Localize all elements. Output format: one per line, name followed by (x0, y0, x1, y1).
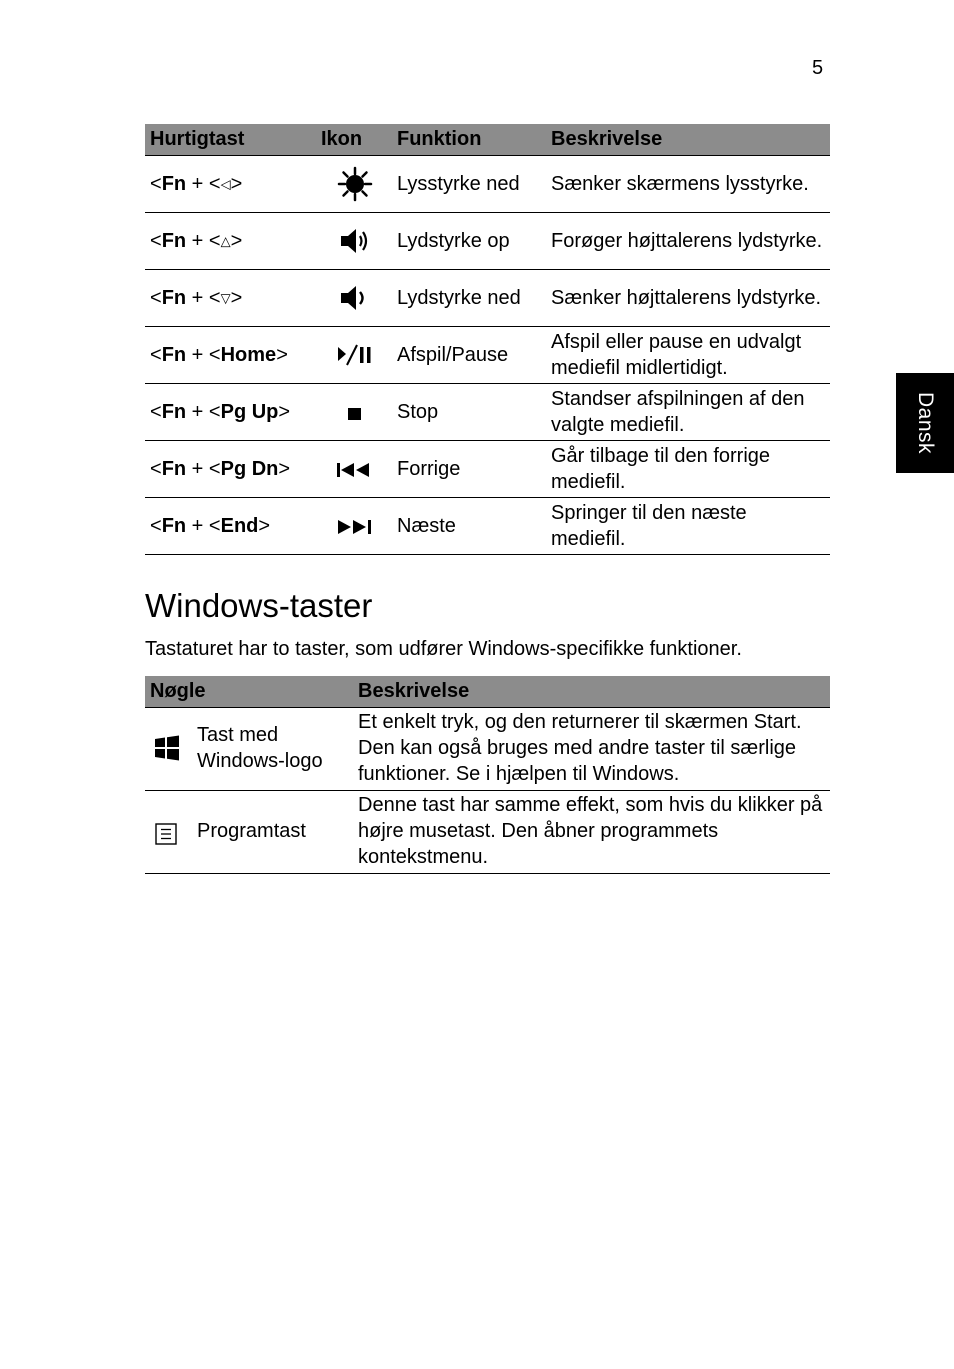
table-row (145, 498, 830, 555)
table-row (145, 156, 830, 213)
language-tab (896, 373, 954, 473)
section-title: Windows-taster (145, 587, 373, 624)
table-row (145, 791, 830, 874)
description-cell: Sænker skærmens lysstyrke. (546, 156, 830, 213)
table-row (145, 441, 830, 498)
key-name: Tast med Windows-logo (197, 724, 323, 772)
page-number: 5 (812, 57, 824, 79)
windows-keys-table (145, 676, 830, 874)
hotkey-cell: <Fn + <◁> (145, 156, 317, 213)
language-tab-label: Dansk (914, 391, 937, 455)
fn-key: Fn (161, 229, 187, 252)
next-icon (335, 517, 375, 537)
table-row (145, 384, 830, 441)
fn-key: Fn (161, 344, 187, 366)
key-close: > (276, 344, 288, 366)
function-cell: Lydstyrke op (392, 213, 546, 270)
function-cell: Lydstyrke ned (392, 270, 546, 327)
table-row (145, 270, 830, 327)
header-hotkey: Hurtigtast (145, 124, 317, 156)
hotkey-cell: <Fn + <Pg Dn> (145, 441, 317, 498)
description-cell: Går tilbage til den forrige mediefil. (546, 441, 830, 498)
description-cell: Standser afspilningen af den valgte mediefil. (546, 384, 830, 441)
table-row (145, 213, 830, 270)
fn-key: Fn (161, 515, 187, 537)
key-plus: + < (186, 401, 221, 423)
description-cell: Afspil eller pause en udvalgt mediefil midlertidigt. (546, 327, 830, 384)
table-row (145, 327, 830, 384)
description-cell: Forøger højttalerens lydstyrke. (546, 213, 830, 270)
key-close: > (278, 458, 291, 480)
function-cell: Stop (392, 384, 546, 441)
pgdn-key: Pg Dn (220, 458, 279, 480)
hotkey-table-header (145, 124, 830, 156)
header-icon: Ikon (317, 124, 392, 156)
key-plus: + < (186, 515, 221, 537)
hotkey-cell: <Fn + <△> (145, 213, 317, 270)
fn-key: Fn (161, 401, 187, 423)
header-description: Beskrivelse (353, 676, 830, 708)
key-plus: + < (186, 286, 221, 309)
key-close: > (230, 172, 243, 195)
arrow-up-key: △ (220, 233, 231, 249)
application-key-icon (153, 816, 181, 846)
key-close: > (258, 515, 271, 537)
windows-table-header (145, 676, 830, 708)
play-pause-icon (336, 342, 374, 368)
arrow-left-key: ◁ (220, 176, 231, 192)
key-close: > (230, 229, 243, 252)
key-plus: + < (186, 172, 221, 195)
description-line: Den kan også bruges med andre taster til særlige funktioner. Se i hjælpen til Windows. (358, 737, 797, 785)
hotkey-cell: <Fn + <Pg Up> (145, 384, 317, 441)
key-plus: + < (186, 229, 221, 252)
key-name: Programtast (197, 820, 306, 842)
previous-icon (335, 460, 375, 480)
function-cell: Næste (392, 498, 546, 555)
hotkey-table (145, 124, 830, 555)
fn-key: Fn (161, 172, 187, 195)
volume-down-icon (338, 282, 372, 314)
hotkey-cell: <Fn + <▽> (145, 270, 317, 327)
function-cell: Forrige (392, 441, 546, 498)
function-cell: Lysstyrke ned (392, 156, 546, 213)
fn-key: Fn (161, 458, 187, 480)
volume-up-icon (338, 225, 372, 257)
section-intro: Tastaturet har to taster, som udfører Windows-specifikke funktioner. (145, 638, 742, 660)
stop-icon (345, 403, 365, 423)
arrow-down-key: ▽ (220, 290, 231, 306)
header-description: Beskrivelse (546, 124, 830, 156)
header-function: Funktion (392, 124, 546, 156)
function-cell: Afspil/Pause (392, 327, 546, 384)
key-plus: + < (186, 344, 221, 366)
key-plus: + < (186, 458, 221, 480)
description-line: Denne tast har samme effekt, som hvis du klikker på højre musetast. Den åbner programmets kontekstmenu. (358, 794, 823, 868)
fn-key: Fn (161, 286, 187, 309)
hotkey-cell: <Fn + <End> (145, 498, 317, 555)
description-cell: Sænker højttalerens lydstyrke. (546, 270, 830, 327)
description-line: Et enkelt tryk, og den returnerer til skærmen Start. (358, 711, 802, 733)
windows-logo-icon (153, 734, 181, 762)
key-close: > (278, 401, 291, 423)
header-key: Nøgle (145, 676, 353, 708)
pgup-key: Pg Up (220, 401, 279, 423)
key-close: > (230, 286, 243, 309)
home-key: Home (220, 344, 277, 366)
end-key: End (220, 515, 259, 537)
brightness-down-icon (337, 166, 373, 202)
table-row (145, 708, 830, 791)
hotkey-cell: <Fn + <Home> (145, 327, 317, 384)
description-cell: Springer til den næste mediefil. (546, 498, 830, 555)
